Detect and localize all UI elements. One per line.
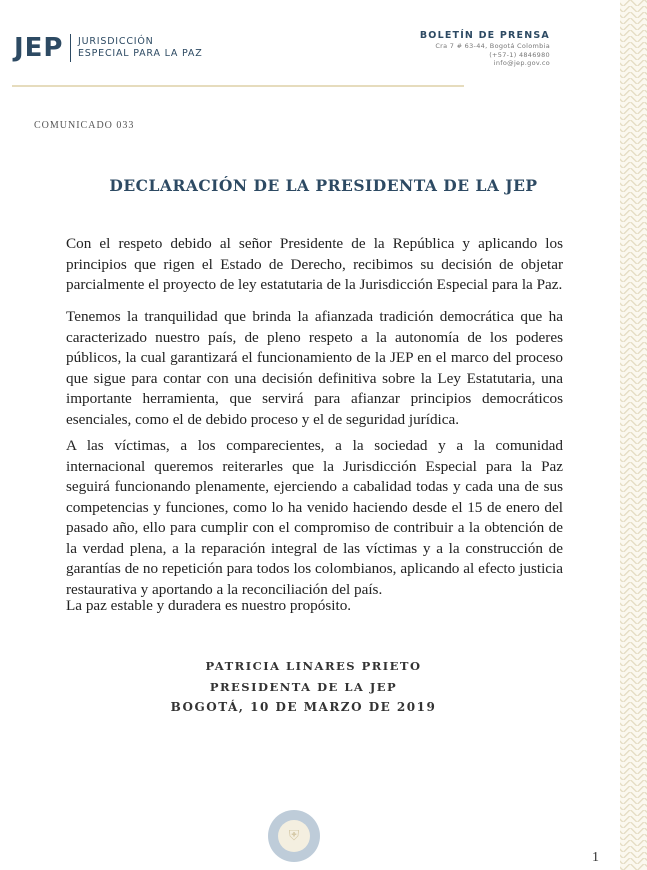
press-email: info@jep.gov.co — [493, 59, 550, 67]
signature-role: PRESIDENTA DE LA JEP — [209, 680, 398, 694]
paragraph-1: Con el respeto debido al señor Presidente de la República y aplicando los principios que rigen el Estado de Derecho, recibimos su decisión de objetar parcialmente el proyecto de ley estatutaria de la Jurisdicción Especial para la Paz. — [66, 235, 563, 293]
decorative-chevron-border — [620, 0, 647, 870]
colombia-seal-icon — [268, 810, 320, 862]
coat-of-arms-icon: ⛨ — [278, 820, 310, 852]
logo-divider — [70, 34, 72, 62]
press-contact-block — [420, 30, 550, 68]
comunicado-number: COMUNICADO 033 — [34, 120, 135, 131]
jep-logo — [14, 34, 203, 62]
page-number: 1 — [592, 850, 599, 865]
press-title: BOLETÍN DE PRENSA — [419, 30, 550, 41]
paragraph-2: Tenemos la tranquilidad que brinda la afianzada tradición democrática que ha caracterizado nuestro país, de pleno respeto a la autonomía de los poderes públicos, la cual garantizará el funcionamiento de la JEP en el marco del proceso que sigue para contar con una decisión definitiva sobre la Ley Estatutaria, una importante herramienta, que servirá para afianzar principios democráticos esenciales, como el de debido proceso y el de seguridad jurídica. — [66, 308, 563, 428]
header-divider — [12, 85, 464, 87]
signature-place-date: BOGOTÁ, 10 DE MARZO DE 2019 — [170, 700, 437, 714]
paragraph-3: A las víctimas, a los comparecientes, a la sociedad y a la comunidad internacional queremos reiterarles que la Jurisdicción Especial para la Paz seguirá funcionando plenamente, ejerciendo a cabalidad todas y cada una de sus competencias y funciones, como lo ha venido haciendo desde el 15 de enero del pasado año, ello para cumplir con el compromiso de contribuir a la obtención de la verdad plena, a la reparación integral de las víctimas y a la construcción de garantías de no repetición para todos los colombianos, aplicando al efecto justicia restaurativa y aportando a la reconciliación del país. — [66, 437, 563, 598]
logo-text — [78, 36, 203, 60]
press-phone: (+57-1) 4846980 — [489, 50, 550, 59]
press-address: Cra 7 # 63-44, Bogotá Colombia — [435, 42, 550, 50]
signature-name: PATRICIA LINARES PRIETO — [205, 659, 422, 673]
document-title: DECLARACIÓN DE LA PRESIDENTA DE LA JEP — [109, 176, 538, 195]
paragraph-4: La paz estable y duradera es nuestro propósito. — [66, 597, 352, 614]
logo-line-1: JURISDICCIÓN — [78, 36, 154, 47]
logo-mark: JEP — [14, 33, 64, 63]
logo-line-2: ESPECIAL PARA LA PAZ — [78, 48, 203, 59]
